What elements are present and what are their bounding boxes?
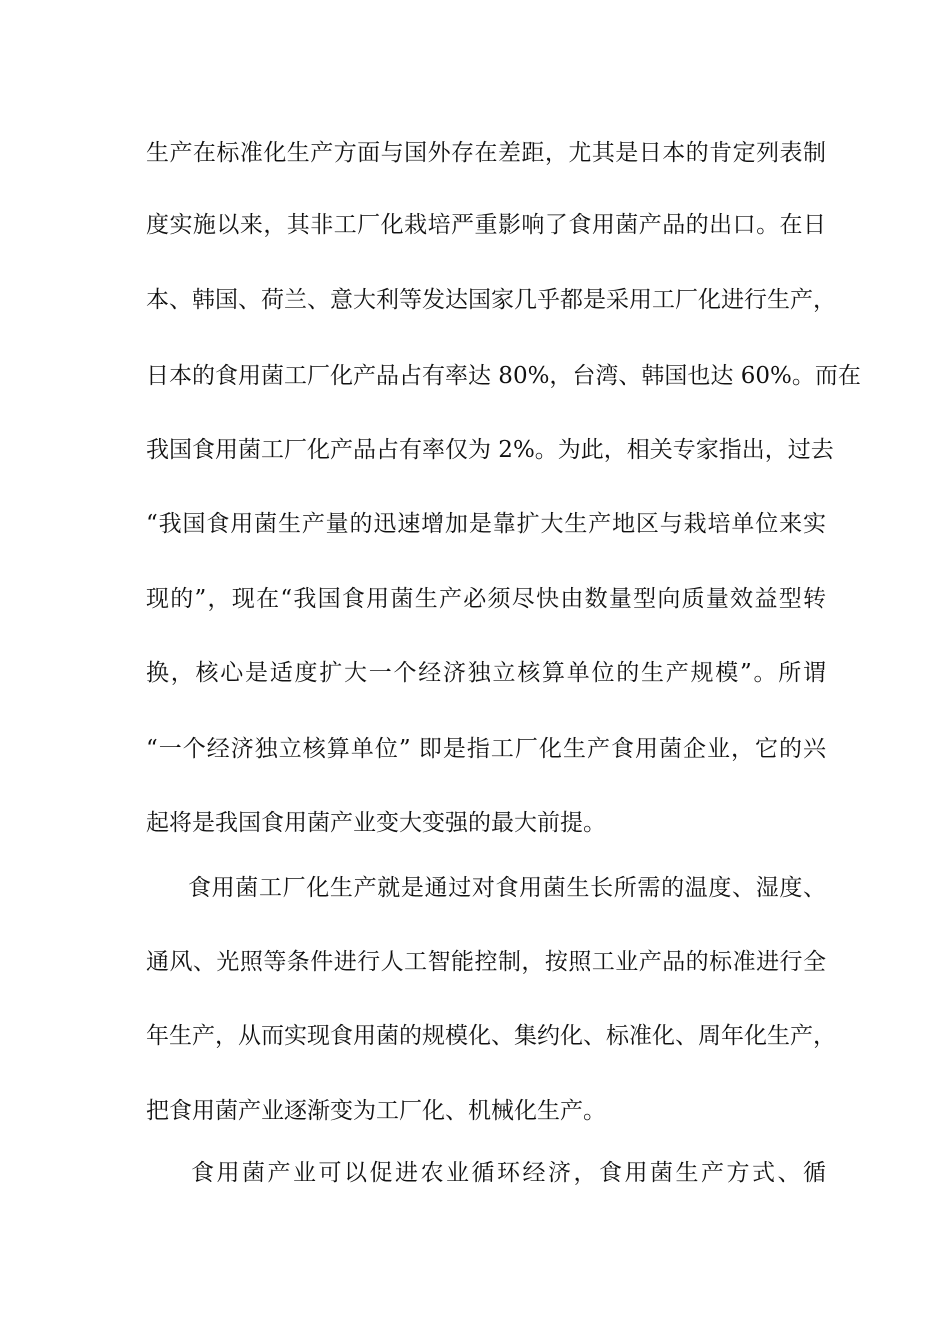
paragraph-line-8: 换，核心是适度扩大一个经济独立核算单位的生产规模”。所谓 — [146, 660, 826, 686]
paragraph-line-11: 食用菌工厂化生产就是通过对食用菌生长所需的温度、湿度、 — [188, 875, 826, 901]
paragraph-line-2: 度实施以来，其非工厂化栽培严重影响了食用菌产品的出口。在日 — [146, 212, 826, 238]
paragraph-line-12: 通风、光照等条件进行人工智能控制，按照工业产品的标准进行全 — [146, 949, 826, 975]
paragraph-line-9: “一个经济独立核算单位” 即是指工厂化生产食用菌企业，它的兴 — [146, 736, 826, 762]
paragraph-line-13: 年生产，从而实现食用菌的规模化、集约化、标准化、周年化生产， — [146, 1023, 836, 1049]
paragraph-line-14: 把食用菌产业逐渐变为工厂化、机械化生产。 — [146, 1098, 606, 1124]
paragraph-line-4: 日本的食用菌工厂化产品占有率达 80%，台湾、韩国也达 60%。而在 — [146, 363, 861, 389]
paragraph-line-15: 食用菌产业可以促进农业循环经济，食用菌生产方式、循 — [191, 1160, 826, 1186]
paragraph-line-3: 本、韩国、荷兰、意大利等发达国家几乎都是采用工厂化进行生产， — [146, 287, 836, 313]
paragraph-line-10: 起将是我国食用菌产业变大变强的最大前提。 — [146, 810, 606, 836]
paragraph-line-6: “我国食用菌生产量的迅速增加是靠扩大生产地区与栽培单位来实 — [146, 511, 826, 537]
paragraph-line-7: 现的”，现在“我国食用菌生产必须尽快由数量型向质量效益型转 — [146, 586, 826, 612]
paragraph-line-5: 我国食用菌工厂化产品占有率仅为 2%。为此，相关专家指出，过去 — [146, 437, 834, 463]
paragraph-line-1: 生产在标准化生产方面与国外存在差距，尤其是日本的肯定列表制 — [146, 140, 826, 166]
